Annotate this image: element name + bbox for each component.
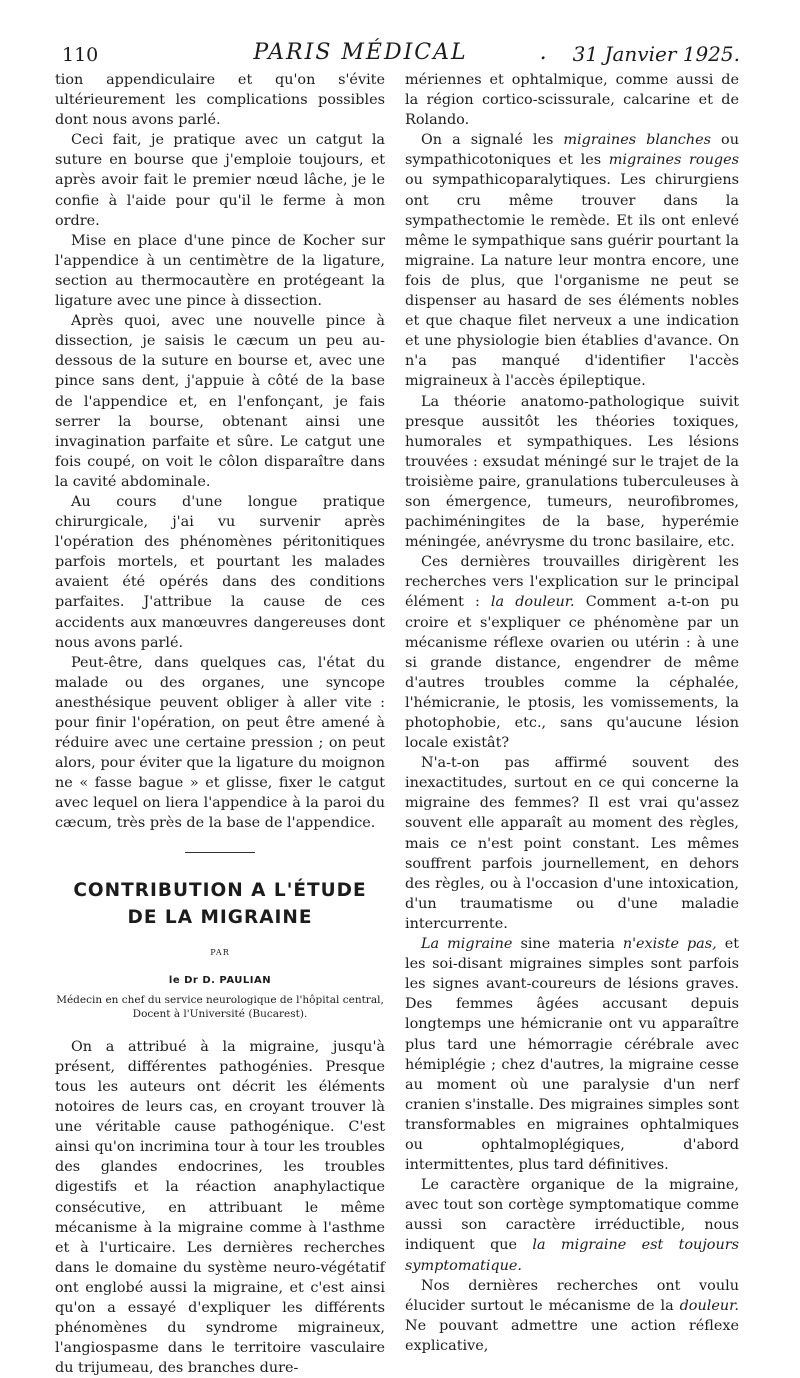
emphasis: La migraine bbox=[421, 936, 513, 953]
author-name: le Dr D. PAULIAN bbox=[168, 974, 272, 986]
affiliation-line-1: Médecin en chef du service neurologique de l'hôpital central, bbox=[56, 993, 384, 1006]
emphasis: migraines rouges bbox=[608, 152, 739, 169]
text-run: Le caractère organique de la migraine, avec tout son cortège symptomatique comme aussi son caractère irréductible, nous indiquent que bbox=[405, 1177, 739, 1254]
left-column bbox=[55, 70, 385, 1378]
text-run: ou sympathicoparalytiques. Les chirurgiens ont cru même trouver dans la sympathectomie le remède. Et ils ont enlevé même le sympathique sans guérir pourtant la migraine. La nature leur montra encore, une fois de plus, que l'organisme ne peut se dispenser au hasard de ses éléments nobles et que chaque filet nerveux a une indication et une physiologie bien établies d'avance. On n'a pas manqué d'identifier l'accès migraineux à l'accès épileptique. bbox=[405, 172, 739, 390]
text-run: On a signalé les bbox=[421, 132, 564, 149]
paragraph: On a attribué à la migraine, jusqu'à présent, différentes pathogénies. Presque tous les auteurs ont décrit les éléments notoires de leurs cas, en croyant trouver là une véritable cause pathogénique. C'est ainsi qu'on incrimina tour à tour les troubles des glandes endocrines, les troubles digestifs et la réaction anaphylactique consécutive, en attribuant le même mécanisme à la migraine comme à l'asthme et à l'urticaire. Les dernières recherches dans le domaine du système neuro-végétatif ont englobé aussi la migraine, et c'est ainsi qu'on a essayé d'expliquer les différents phénomènes du syndrome migraineux, l'angiospasme dans le territoire vasculaire du trijumeau, des branches dure- bbox=[55, 1038, 385, 1377]
paragraph bbox=[405, 552, 739, 753]
paragraph: Peut-être, dans quelques cas, l'état du malade ou des organes, une syncope anesthésique peuvent obliger à aller vite : pour finir l'opération, on peut être amené à réduire avec une certaine pression ; on peut alors, pour éviter que la ligature du moignon ne « fasse bague » et glisse, fixer le catgut avec lequel on liera l'appendice à la paroi du cæcum, très près de la base de l'appendice. bbox=[55, 654, 385, 832]
text-run: Comment a-t-on pu croire et s'expliquer ce phénomène par un mécanisme réflexe ovarien ou utérin : à une si grande distance, engendrer de même d'autres troubles comme la céphalée, l'hémicranie, le ptosis, les vomissements, la photophobie, etc., sans qu'aucune lésion locale existât? bbox=[405, 594, 739, 752]
emphasis: la douleur. bbox=[490, 594, 575, 611]
article-title-line-2: DE LA MIGRAINE bbox=[127, 906, 313, 928]
issue-date: 31 Janvier 1925. bbox=[572, 42, 740, 66]
text-run: Nos dernières recherches ont voulu élucider surtout le mécanisme de la bbox=[405, 1277, 739, 1314]
paragraph bbox=[405, 1175, 739, 1275]
text-run: sine materia bbox=[512, 936, 623, 953]
paragraph: Au cours d'une longue pratique chirurgicale, j'ai vu survenir après l'opération des phénomènes péritonitiques parfois mortels, et pourtant les malades avaient été opérés dans des conditions parfaites. J'attribue la cause de ces accidents aux manœuvres dangereuses dont nous avons parlé. bbox=[55, 493, 385, 651]
paragraph: N'a-t-on pas affirmé souvent des inexactitudes, surtout en ce qui concerne la migraine des femmes? Il est vrai qu'assez souvent elle apparaît au moment des règles, mais ce n'est point constant. Les mêmes souffrent parfois journellement, en dehors des règles, ou à l'occasion d'une intoxication, d'un traumatisme ou d'une maladie intercurrente. bbox=[405, 755, 739, 932]
emphasis: douleur. bbox=[679, 1297, 739, 1314]
emphasis: la migraine est toujours symptomatique. bbox=[405, 1237, 739, 1274]
paragraph: Après quoi, avec une nouvelle pince à dissection, je saisis le cæcum un peu au-dessous de la suture en bourse et, avec une pince sans dent, j'appuie à côté de la base de l'appendice et, en l'enfonçant, je fais serrer la bourse, obtenant ainsi une invagination parfaite et sûre. Le catgut une fois coupé, on voit le côlon disparaître dans la cavité abdominale. bbox=[55, 313, 385, 490]
text-run: ou sympathicotoniques et les bbox=[405, 132, 739, 169]
affiliation-line-2: Docent à l'Université (Bucarest). bbox=[132, 1007, 308, 1020]
paragraph bbox=[405, 934, 739, 1175]
emphasis: n'existe pas, bbox=[622, 936, 717, 953]
page-number: 110 bbox=[62, 44, 99, 66]
paragraph: Ceci fait, je pratique avec un catgut la suture en bourse que j'emploie toujours, et après avoir fait le premier nœud lâche, je le confie à l'aide pour qu'il le ferme à mon ordre. bbox=[55, 132, 385, 229]
page-header bbox=[62, 40, 740, 70]
paragraph bbox=[405, 1276, 739, 1356]
text-run: Ces dernières trouvailles dirigèrent les recherches vers l'explication sur le principal élément : bbox=[405, 554, 739, 611]
section-divider bbox=[185, 852, 255, 853]
author-affiliation bbox=[55, 993, 385, 1021]
header-separator: . bbox=[539, 40, 549, 65]
paragraph: La théorie anatomo-pathologique suivit presque aussitôt les théories toxiques, humorales et sympathiques. Les lésions trouvées : exsudat méningé sur le trajet de la troisième paire, granulations tuberculeuses à son émergence, tumeurs, neurofibromes, pachiméningites de la base, hyperémie méningée, anévrysme du tronc basilaire, etc. bbox=[405, 393, 739, 551]
paragraph bbox=[405, 130, 739, 391]
paragraph: Mise en place d'une pince de Kocher sur l'appendice à un centimètre de la ligature, section au thermocautère en protégeant la ligature avec une pince à dissection. bbox=[55, 232, 385, 310]
article-title-line-1: CONTRIBUTION A L'ÉTUDE bbox=[73, 879, 367, 901]
journal-name: PARIS MÉDICAL bbox=[253, 40, 468, 65]
paragraph: tion appendiculaire et qu'on s'évite ultérieurement les complications possibles dont nous avons parlé. bbox=[55, 72, 385, 129]
byline-par: PAR bbox=[210, 947, 230, 957]
paragraph: mériennes et ophtalmique, comme aussi de la région cortico-scissurale, calcarine et de Rolando. bbox=[405, 72, 739, 129]
text-run: et les soi-disant migraines simples sont parfois les signes avant-coureurs de lésions graves. Des femmes âgées accusant depuis longtemps une hémicranie ont vu apparaître plus tard une hémorragie cérébrale avec hémiplégie ; chez d'autres, la migraine cesse au moment où une paralysie d'un nerf cranien s'installe. Des migraines simples sont transformables en migraines ophtalmiques ou ophtalmoplégiques, d'abord intermittentes, plus tard définitives. bbox=[405, 936, 739, 1174]
text-run: Ne pouvant admettre une action réflexe explicative, bbox=[405, 1317, 739, 1354]
right-column bbox=[405, 70, 739, 1356]
emphasis: migraines blanches bbox=[563, 132, 712, 149]
